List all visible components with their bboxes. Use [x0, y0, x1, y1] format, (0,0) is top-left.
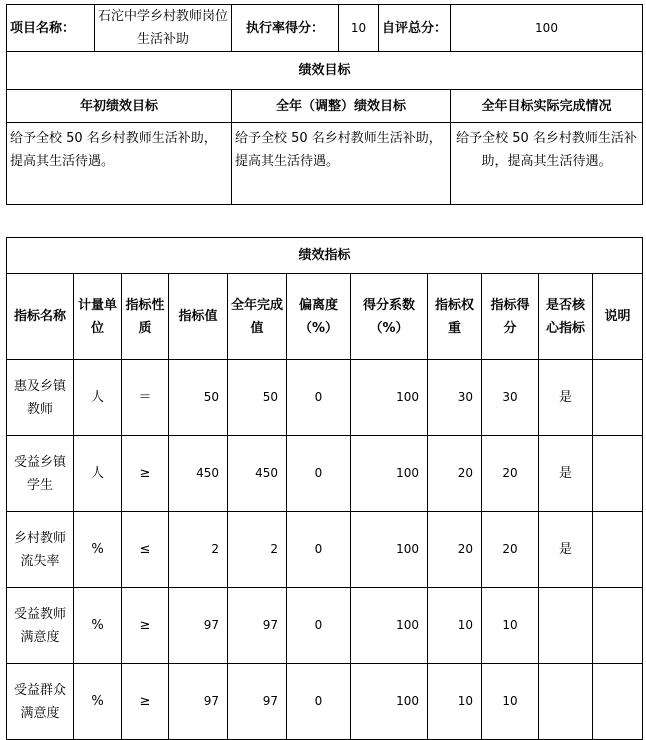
indicator-target: 450	[169, 436, 228, 512]
indicator-name: 惠及乡镇教师	[7, 360, 74, 436]
indicators-table	[6, 237, 643, 740]
indicator-deviation: 0	[287, 588, 351, 664]
self-score-value: 100	[451, 5, 643, 52]
header-cell: 全年完成值	[228, 274, 287, 360]
indicator-deviation: 0	[287, 436, 351, 512]
indicator-nature: ≤	[122, 512, 169, 588]
header-cell: 计量单位	[74, 274, 122, 360]
indicator-core: 是	[539, 360, 593, 436]
table-row	[7, 664, 643, 740]
indicator-name: 受益乡镇学生	[7, 436, 74, 512]
indicator-nature: ≥	[122, 588, 169, 664]
indicator-score: 10	[482, 664, 539, 740]
indicator-weight: 20	[428, 512, 482, 588]
goals-col-adjusted: 全年（调整）绩效目标	[232, 90, 451, 123]
indicator-core	[539, 588, 593, 664]
project-name-label: 项目名称：	[7, 5, 95, 52]
indicator-core: 是	[539, 436, 593, 512]
indicator-note	[593, 588, 643, 664]
exec-score-label: 执行率得分：	[232, 5, 339, 52]
indicator-score: 20	[482, 436, 539, 512]
indicator-note	[593, 512, 643, 588]
indicator-actual: 50	[228, 360, 287, 436]
indicator-core	[539, 664, 593, 740]
indicator-unit: %	[74, 664, 122, 740]
indicator-target: 97	[169, 588, 228, 664]
goals-adjusted-text: 给予全校 50 名乡村教师生活补助，提高其生活待遇。	[232, 123, 451, 205]
indicator-coef: 100	[351, 436, 428, 512]
indicator-name: 受益教师满意度	[7, 588, 74, 664]
table-row	[7, 588, 643, 664]
indicator-coef: 100	[351, 512, 428, 588]
indicator-coef: 100	[351, 664, 428, 740]
indicator-name: 受益群众满意度	[7, 664, 74, 740]
table-row	[7, 360, 643, 436]
indicator-score: 30	[482, 360, 539, 436]
indicator-weight: 10	[428, 664, 482, 740]
indicator-target: 50	[169, 360, 228, 436]
indicators-header-row	[7, 274, 643, 360]
goals-col-actual: 全年目标实际完成情况	[451, 90, 643, 123]
header-cell: 是否核心指标	[539, 274, 593, 360]
indicator-score: 20	[482, 512, 539, 588]
indicator-core: 是	[539, 512, 593, 588]
header-cell: 指标得分	[482, 274, 539, 360]
header-cell: 指标性质	[122, 274, 169, 360]
exec-score-value: 10	[339, 5, 379, 52]
indicator-weight: 20	[428, 436, 482, 512]
header-cell: 偏离度（%）	[287, 274, 351, 360]
goals-section-title: 绩效目标	[7, 52, 643, 90]
header-cell: 说明	[593, 274, 643, 360]
goals-col-initial: 年初绩效目标	[7, 90, 232, 123]
indicator-score: 10	[482, 588, 539, 664]
project-name-value: 石沱中学乡村教师岗位生活补助	[95, 5, 232, 52]
goals-table	[6, 4, 643, 205]
indicator-nature: ≥	[122, 436, 169, 512]
header-cell: 得分系数（%）	[351, 274, 428, 360]
indicator-unit: 人	[74, 436, 122, 512]
indicator-nature: ≥	[122, 664, 169, 740]
indicator-target: 2	[169, 512, 228, 588]
self-score-label: 自评总分：	[379, 5, 451, 52]
indicator-actual: 97	[228, 588, 287, 664]
indicator-weight: 10	[428, 588, 482, 664]
indicator-unit: %	[74, 588, 122, 664]
indicator-note	[593, 436, 643, 512]
indicator-unit: 人	[74, 360, 122, 436]
header-cell: 指标值	[169, 274, 228, 360]
indicator-deviation: 0	[287, 664, 351, 740]
header-cell: 指标名称	[7, 274, 74, 360]
indicators-section-title: 绩效指标	[7, 238, 643, 274]
indicator-coef: 100	[351, 360, 428, 436]
indicator-note	[593, 664, 643, 740]
table-row	[7, 512, 643, 588]
indicator-nature: ＝	[122, 360, 169, 436]
table-row	[7, 436, 643, 512]
indicator-name: 乡村教师流失率	[7, 512, 74, 588]
indicator-actual: 2	[228, 512, 287, 588]
indicator-actual: 450	[228, 436, 287, 512]
indicator-weight: 30	[428, 360, 482, 436]
indicator-unit: %	[74, 512, 122, 588]
indicator-note	[593, 360, 643, 436]
indicator-target: 97	[169, 664, 228, 740]
indicator-actual: 97	[228, 664, 287, 740]
indicator-deviation: 0	[287, 512, 351, 588]
goals-actual-text: 给予全校 50 名乡村教师生活补助，提高其生活待遇。	[451, 123, 643, 205]
header-cell: 指标权重	[428, 274, 482, 360]
indicator-coef: 100	[351, 588, 428, 664]
goals-initial-text: 给予全校 50 名乡村教师生活补助，提高其生活待遇。	[7, 123, 232, 205]
indicator-deviation: 0	[287, 360, 351, 436]
